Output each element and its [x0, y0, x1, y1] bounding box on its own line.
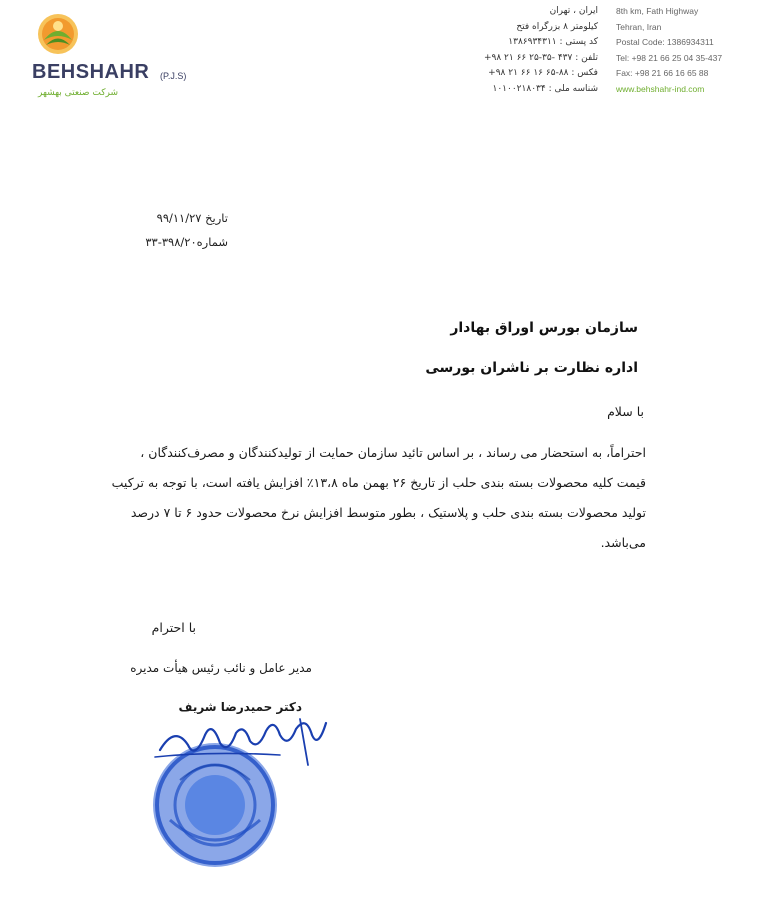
brand-name: BEHSHAHR	[32, 61, 150, 83]
address-line: Tel: +98 21 66 25 04 35-437	[616, 52, 723, 63]
brand-suffix: (P.J.S)	[160, 71, 187, 81]
address-line: کد پستی : ۱۳۸۶۹۳۴۳۱۱	[508, 37, 598, 47]
handwritten-signature	[150, 705, 340, 775]
address-line: فکس : ۸۸-۶۵ ۱۶ ۶۶ ۲۱ ۹۸+	[488, 68, 598, 78]
signer-name: دکتر حمیدرضا شریف	[178, 700, 302, 714]
company-logo	[30, 8, 220, 100]
brand-persian-name: شرکت صنعتی بهشهر	[38, 88, 119, 98]
website-link[interactable]: www.behshahr-ind.com	[616, 83, 705, 94]
address-line: شناسه ملی : ۱۰۱۰۰۲۱۸۰۳۴	[492, 83, 598, 94]
behshahr-logo-icon	[36, 12, 80, 56]
recipient	[238, 316, 638, 396]
letter-date: تاریخ ۹۹/۱۱/۲۷	[156, 211, 228, 225]
recipient-organization: سازمان بورس اوراق بهادار	[450, 320, 638, 336]
body-line: قیمت کلیه محصولات بسته بندی حلب از تاریخ ۲۶ بهمن ماه ۱۳،۸٪ افزایش یافته است، با توجه به ترکیب	[111, 475, 646, 490]
english-address	[616, 4, 766, 97]
address-line: Tehran, Iran	[616, 21, 662, 32]
greeting: با سلام	[607, 404, 644, 419]
address-line: Fax: +98 21 66 16 65 88	[616, 68, 709, 78]
closing: با احترام	[151, 620, 196, 635]
body-line: احتراماً، به استحضار می رساند ، بر اساس تائید سازمان حمایت از تولیدکنندگان و مصرف‌کنندگان ،	[140, 445, 646, 460]
address-line: کیلومتر ۸ بزرگراه فتح	[516, 21, 598, 32]
signer-position: مدیر عامل و نائب رئیس هیأت مدیره	[130, 661, 312, 675]
body-line: تولید محصولات بسته بندی حلب و پلاستیک ، بطور متوسط افزایش نرخ محصولات حدود ۶ تا ۷ درصد	[130, 505, 646, 520]
body-line: می‌باشد.	[600, 535, 646, 550]
letter-meta	[88, 206, 228, 254]
address-line: تلفن : ۴۳۷ -۳۵-۲۵ ۶۶ ۲۱ ۹۸+	[483, 52, 598, 63]
recipient-department: اداره نظارت بر ناشران بورسی	[425, 360, 638, 376]
letter-body	[86, 438, 646, 558]
persian-address	[358, 4, 598, 97]
address-line: ایران ، تهران	[549, 6, 598, 16]
letter-number: شماره۳۹۸/۲۰-۳۳	[145, 235, 228, 249]
address-line: Postal Code: 1386934311	[616, 37, 714, 47]
address-line: 8th km, Fath Highway	[616, 6, 699, 16]
